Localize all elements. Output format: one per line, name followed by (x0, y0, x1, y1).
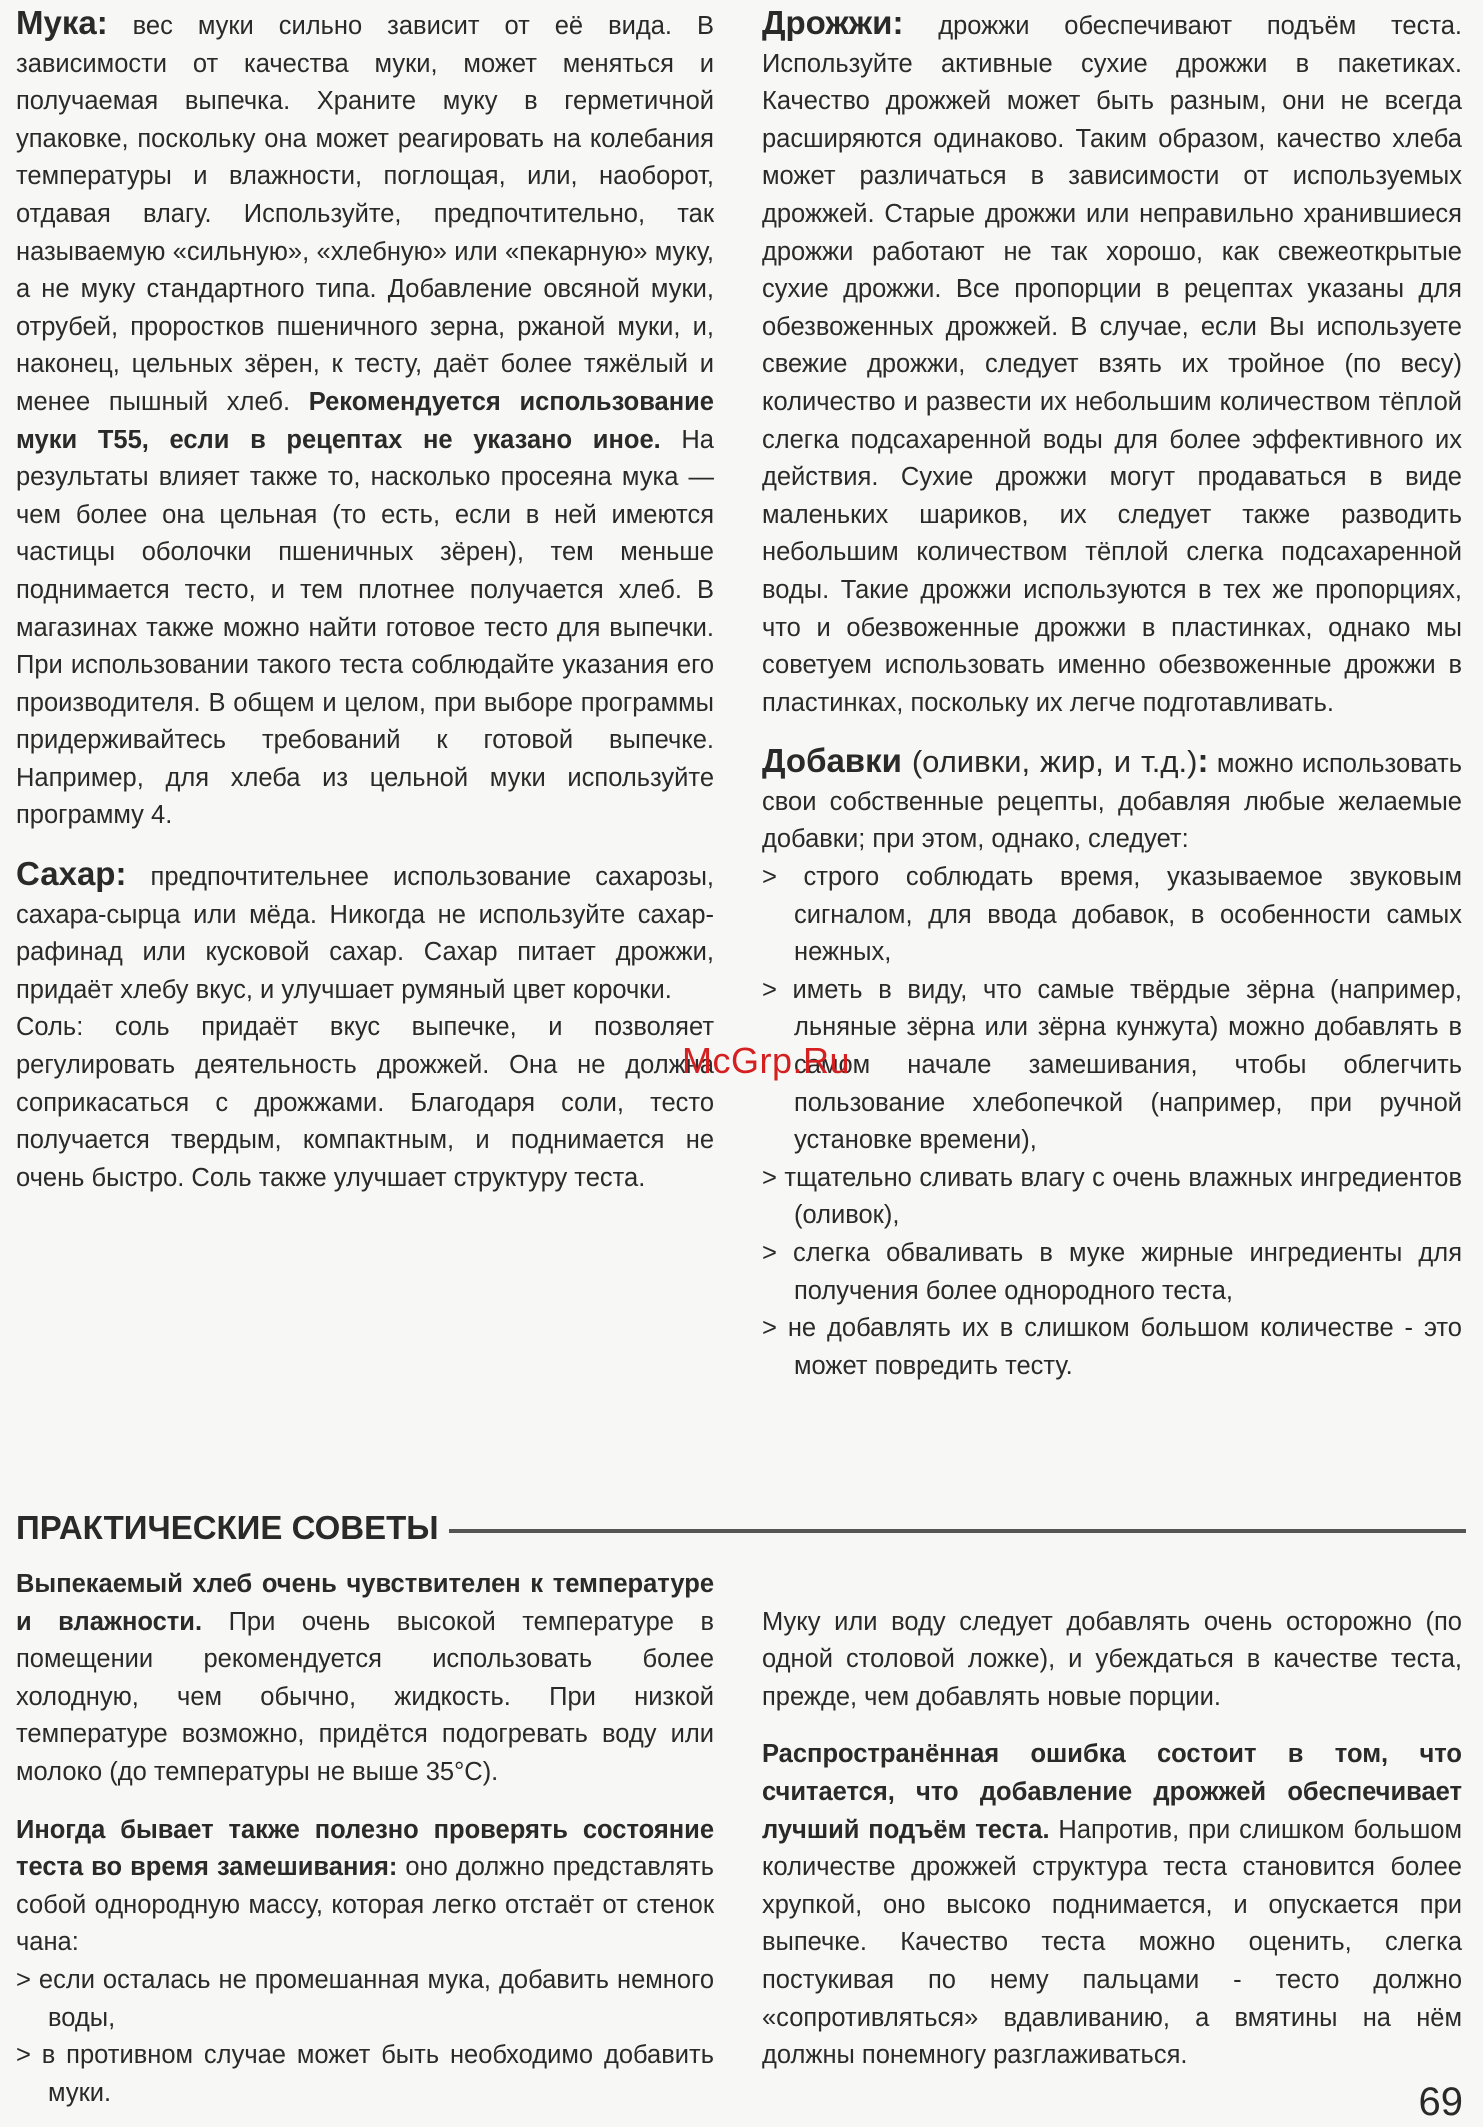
flour-paragraph (16, 4, 714, 835)
additives-item-2: > иметь в виду, что самые твёрдые зёрна (например, льняные зёрна или зёрна кунжута) можно добавлять в самом начале замешивания, чтобы облегчить пользование хлебопечкой (например, при ручной установке времени), (762, 975, 1462, 1155)
yeast-paragraph (762, 4, 1462, 722)
additives-item-3: > тщательно сливать влагу с очень влажных ингредиентов (оливок), (762, 1163, 1462, 1230)
tip-yeast-mistake-bold: Распространённая ошибка состоит в том, что считается, что добавление дрожжей обеспечивает лучший подъём теста. (762, 1740, 1462, 1844)
salt-paragraph: Соль: соль придаёт вкус выпечке, и позволяет регулировать деятельность дрожжей. Она не должна соприкасаться с дрожжами. Благодаря соли, тесто получается твердым, компактным, и поднимается не очень быстро. Соль также улучшает структуру теста. (16, 1013, 714, 1192)
yeast-text: дрожжи обеспечивают подъём теста. Используйте активные сухие дрожжи в пакетиках. Качество дрожжей может быть разным, они не всегда расширяются одинаково. Таким образом, качество хлеба может различаться в зависимости от используемых дрожжей. Старые дрожжи или неправильно хранившиеся дрожжи работают не так хорошо, как свежеоткрытые сухие дрожжи. Все пропорции в рецептах указаны для обезвоженных дрожжей. В случае, если Вы используете свежие дрожжи, следует взять их тройное (по весу) количество и развести их небольшим количеством тёплой слегка подсахаренной воды для более эффективного их действия. Сухие дрожжи могут продаваться в виде маленьких шариков, их следует также разводить небольшим количеством тёплой слегка подсахаренной воды. Такие дрожжи используются в тех же пропорциях, что и обезвоженные дрожжи в пластинках, однако мы советуем использовать именно обезвоженные дрожжи в пластинках, поскольку их легче подготавливать. (762, 12, 1462, 717)
additives-paren: (оливки, жир, и т.д.) (901, 744, 1198, 780)
sugar-paragraph (16, 855, 714, 1009)
sugar-text: предпочтительнее использование сахарозы, сахара-сырца или мёда. Никогда не используйте сахар-рафинад или кусковой сахар. Сахар питает дрожжи, придаёт хлебу вкус, и улучшает румяный цвет корочки. (16, 863, 714, 1004)
additives-intro: можно использовать свои собственные рецепты, добавляя любые желаемые добавки; при этом, однако, следует: (762, 750, 1462, 854)
additives-item-4: > слегка обваливать в муке жирные ингредиенты для получения более однородного теста, (762, 1239, 1462, 1305)
additives-paragraph (762, 742, 1462, 859)
additives-colon: : (1197, 742, 1209, 780)
tip-temperature-bold: Выпекаемый хлеб очень чувствителен к температуре и влажности. (16, 1570, 714, 1636)
tip-temperature-text: При очень высокой температуре в помещении рекомендуется использовать более холодную, чем обычно, жидкость. При низкой температуре возможно, придётся подогревать воду или молоко (до температуры не выше 35°С). (16, 1607, 714, 1786)
tip-check-item-1: > если осталась не промешанная мука, добавить немного воды, (16, 1965, 714, 2032)
page-number: 69 (1418, 2080, 1463, 2124)
tip-check-dough-bold: Иногда бывает также полезно проверять состояние теста во время замешивания: (16, 1815, 714, 1882)
right-column-top (762, 4, 1462, 1385)
additives-item-5: > не добавлять их в слишком большом количестве - это может повредить тесту. (762, 1314, 1462, 1380)
flour-heading: Мука: (16, 4, 108, 41)
additives-item-1: > строго соблюдать время, указываемое звуковым сигналом, для ввода добавок, в особенности самых нежных, (762, 863, 1462, 967)
yeast-heading: Дрожжи: (762, 4, 904, 41)
tip-add-carefully: Муку или воду следует добавлять очень осторожно (по одной столовой ложке), и убеждаться в качестве теста, прежде, чем добавлять новые порции. (762, 1607, 1462, 1711)
tip-check-dough (16, 1812, 714, 1962)
sugar-heading: Сахар: (16, 855, 127, 893)
tip-yeast-mistake (762, 1736, 1462, 2074)
section-divider (449, 1529, 1466, 1533)
tip-yeast-mistake-text: Напротив, при слишком большом количестве дрожжей структура теста становится более хрупкой, оно высоко поднимается, и опускается при выпечке. Качество теста можно оценить, слегка постукивая по нему пальцами - тесто должно «сопротивляться» вдавливанию, а вмятины на нём должны понемногу разглаживаться. (762, 1815, 1462, 2070)
flour-recommendation: Рекомендуется использование муки Т55, если в рецептах не указано иное. (16, 387, 714, 454)
tip-check-dough-text: оно должно представлять собой однородную массу, которая легко отстаёт от стенок чана: (16, 1853, 714, 1957)
watermark-logo: McGrp.Ru (682, 1040, 851, 1081)
right-column-bottom (762, 1566, 1462, 2075)
flour-text-1: вес муки сильно зависит от её вида. В зависимости от качества муки, может меняться и получаемая выпечка. Храните муку в герметичной упаковке, поскольку она может реагировать на колебания температуры и влажности, поглощая, или, наоборот, отдавая влагу. Используйте, предпочтительно, так называемую «сильную», «хлебную» или «пекарную» муку, а не муку стандартного типа. Добавление овсяной муки, отрубей, проростков пшеничного зерна, ржаной муки, и, наконец, цельных зёрен, к тесту, даёт более тяжёлый и менее пышный хлеб. (16, 12, 714, 416)
section-header (16, 1502, 1466, 1554)
continuation-spacer (762, 1566, 1462, 1604)
additives-heading: Добавки (762, 742, 902, 780)
tip-temperature (16, 1566, 714, 1792)
left-column-top (16, 4, 714, 1197)
tip-check-item-2: > в противном случае может быть необходимо добавить муки. (16, 2041, 714, 2107)
left-column-bottom (16, 1566, 714, 2112)
section-title: ПРАКТИЧЕСКИЕ СОВЕТЫ (16, 1509, 439, 1546)
flour-text-2: На результаты влияет также то, насколько просеяна мука — чем более она цельная (то есть, если в ней имеются частицы оболочки пшеничных зёрен), тем меньше поднимается тесто, и тем плотнее получается хлеб. В магазинах также можно найти готовое тесто для выпечки. При использовании такого теста соблюдайте указания его производителя. В общем и целом, при выборе программы придерживайтесь требований к готовой выпечке. Например, для хлеба из цельной муки используйте программу 4. (16, 425, 714, 830)
